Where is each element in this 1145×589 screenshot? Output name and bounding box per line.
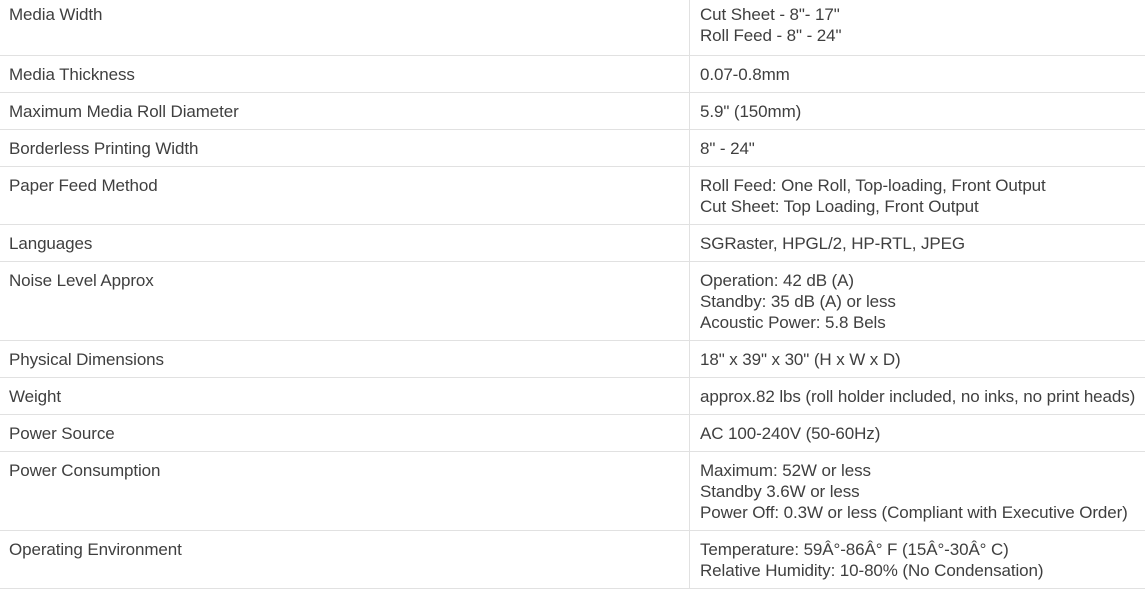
spec-value — [690, 93, 1145, 130]
table-row — [0, 531, 1145, 589]
spec-value-line: AC 100-240V (50-60Hz) — [700, 423, 1135, 444]
spec-value — [690, 531, 1145, 589]
spec-label: Paper Feed Method — [0, 167, 690, 225]
table-row — [0, 0, 1145, 56]
spec-label: Media Thickness — [0, 56, 690, 93]
spec-value-line: Standby: 35 dB (A) or less — [700, 291, 1135, 312]
spec-value-line: Standby 3.6W or less — [700, 481, 1135, 502]
table-row — [0, 225, 1145, 262]
spec-label: Media Width — [0, 0, 690, 56]
spec-label: Noise Level Approx — [0, 262, 690, 341]
spec-value-line: 18" x 39" x 30" (H x W x D) — [700, 349, 1135, 370]
spec-value — [690, 167, 1145, 225]
spec-label: Power Consumption — [0, 452, 690, 531]
table-row — [0, 341, 1145, 378]
spec-value-line: Operation: 42 dB (A) — [700, 270, 1135, 291]
table-row — [0, 415, 1145, 452]
spec-value-line: SGRaster, HPGL/2, HP-RTL, JPEG — [700, 233, 1135, 254]
table-row — [0, 262, 1145, 341]
spec-value-line: Temperature: 59Â°-86Â° F (15Â°-30Â° C) — [700, 539, 1135, 560]
spec-value-line: Roll Feed: One Roll, Top-loading, Front Output — [700, 175, 1135, 196]
spec-label: Maximum Media Roll Diameter — [0, 93, 690, 130]
spec-value-line: Maximum: 52W or less — [700, 460, 1135, 481]
spec-value-line: Cut Sheet - 8"- 17" — [700, 4, 1135, 25]
spec-label: Borderless Printing Width — [0, 130, 690, 167]
spec-value — [690, 415, 1145, 452]
spec-value-line: Acoustic Power: 5.8 Bels — [700, 312, 1135, 333]
spec-label: Power Source — [0, 415, 690, 452]
table-row — [0, 56, 1145, 93]
spec-value-line: Relative Humidity: 10-80% (No Condensation) — [700, 560, 1135, 581]
spec-label: Languages — [0, 225, 690, 262]
spec-label: Weight — [0, 378, 690, 415]
spec-value — [690, 130, 1145, 167]
spec-value — [690, 452, 1145, 531]
spec-value — [690, 341, 1145, 378]
spec-value — [690, 0, 1145, 56]
spec-value — [690, 225, 1145, 262]
spec-value — [690, 262, 1145, 341]
spec-value — [690, 378, 1145, 415]
spec-label: Operating Environment — [0, 531, 690, 589]
spec-value-line: 5.9" (150mm) — [700, 101, 1135, 122]
spec-value-line: 8" - 24" — [700, 138, 1135, 159]
spec-label: Physical Dimensions — [0, 341, 690, 378]
table-row — [0, 130, 1145, 167]
spec-value-line: Power Off: 0.3W or less (Compliant with Executive Order) — [700, 502, 1135, 523]
table-row — [0, 378, 1145, 415]
table-row — [0, 93, 1145, 130]
spec-value-line: approx.82 lbs (roll holder included, no inks, no print heads) — [700, 386, 1135, 407]
spec-value — [690, 56, 1145, 93]
spec-value-line: 0.07-0.8mm — [700, 64, 1135, 85]
table-row — [0, 167, 1145, 225]
spec-value-line: Roll Feed - 8" - 24" — [700, 25, 1135, 46]
spec-value-line: Cut Sheet: Top Loading, Front Output — [700, 196, 1135, 217]
table-row — [0, 452, 1145, 531]
